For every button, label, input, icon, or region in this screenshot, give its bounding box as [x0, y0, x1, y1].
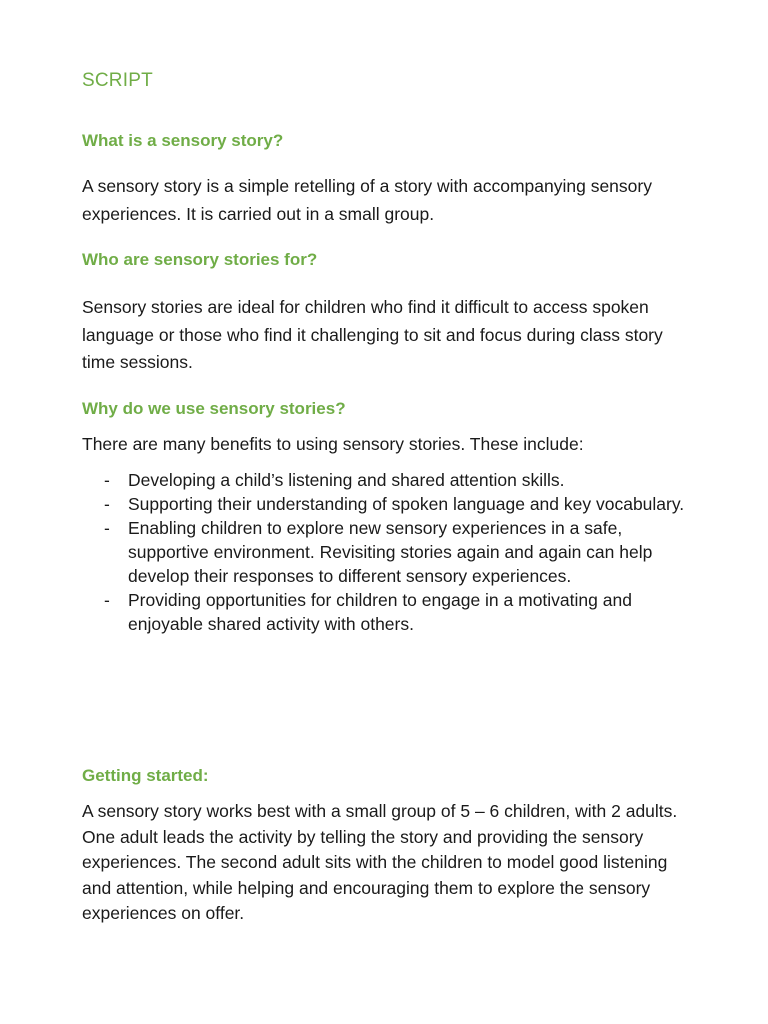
bullet-dash: - — [104, 470, 110, 490]
bullet-dash: - — [104, 518, 110, 538]
bullet-dash: - — [104, 590, 110, 610]
list-item — [82, 516, 692, 588]
heading-who-for: Who are sensory stories for? — [82, 250, 318, 269]
list-item — [82, 468, 692, 492]
list-item — [82, 492, 692, 516]
paragraph-getting-started: A sensory story works best with a small group of 5 – 6 children, with 2 adults. One adult leads the activity by telling the story and providing the sensory experiences. The second adult sits with the children to model good listening and attention, while helping and encouraging them to explore the sensory experiences on offer. — [82, 801, 678, 923]
document-title: SCRIPT — [82, 70, 153, 91]
heading-what-is: What is a sensory story? — [82, 131, 284, 150]
list-item — [82, 588, 692, 636]
paragraph-who-for: Sensory stories are ideal for children who find it difficult to access spoken language or those who find it challenging to sit and focus during class story time sessions. — [82, 297, 663, 372]
heading-why-use: Why do we use sensory stories? — [82, 399, 346, 418]
benefits-list — [82, 468, 692, 636]
list-item-text: Supporting their understanding of spoken language and key vocabulary. — [128, 494, 685, 514]
paragraph-why-intro: There are many benefits to using sensory stories. These include: — [82, 434, 584, 454]
list-item-text: Developing a child’s listening and shared attention skills. — [128, 470, 565, 490]
heading-getting-started: Getting started: — [82, 766, 209, 785]
bullet-dash: - — [104, 494, 110, 514]
paragraph-what-is: A sensory story is a simple retelling of a story with accompanying sensory experiences. It is carried out in a small group. — [82, 176, 652, 224]
list-item-text: Enabling children to explore new sensory experiences in a safe, supportive environment. Revisiting stories again and again can help develop their responses to different sensory experiences. — [128, 518, 653, 586]
list-item-text: Providing opportunities for children to engage in a motivating and enjoyable shared activity with others. — [128, 590, 632, 634]
